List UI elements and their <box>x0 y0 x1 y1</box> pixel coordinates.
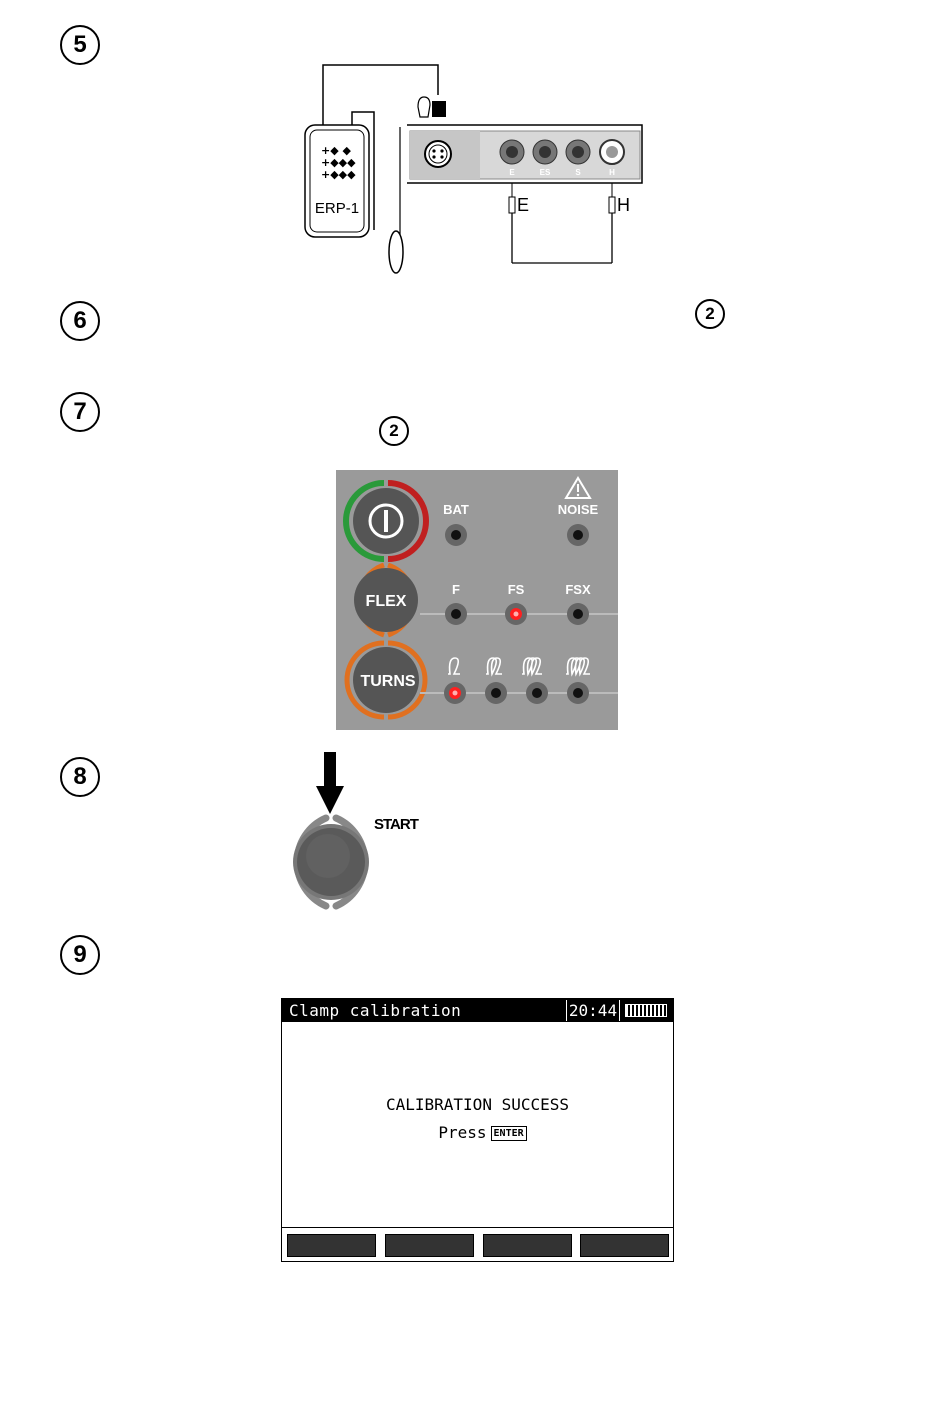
test-leads <box>509 183 630 263</box>
enter-key-icon: ENTER <box>491 1126 527 1141</box>
softkey-1[interactable] <box>287 1234 376 1257</box>
meter-sockets-panel <box>407 125 642 183</box>
led-turns-1 <box>444 682 466 704</box>
clamp-loop-icon <box>389 231 403 273</box>
led-turns-4 <box>567 682 589 704</box>
turns-button[interactable] <box>347 643 425 717</box>
socket-label-es: ES <box>539 168 551 177</box>
probe-label: ERP-1 <box>314 200 360 217</box>
socket-label-s: S <box>575 168 581 177</box>
led-bat <box>445 524 467 546</box>
start-button-illustration <box>276 752 436 912</box>
clamp-icon <box>418 97 430 117</box>
step-7-marker: 7 <box>60 392 100 432</box>
start-button[interactable] <box>293 818 369 906</box>
turns-label: TURNS <box>360 673 416 690</box>
start-label: START <box>374 816 418 833</box>
reference-marker-2: 2 <box>695 299 725 329</box>
led-fs <box>505 603 527 625</box>
svg-text:+◆ ◆: +◆ ◆ <box>321 144 351 157</box>
led-f <box>445 603 467 625</box>
lead-label-h: H <box>617 195 630 215</box>
led-fsx <box>567 603 589 625</box>
lcd-prompt-line <box>282 1123 673 1142</box>
lcd-title: Clamp calibration <box>289 1001 462 1020</box>
meter-lcd-screen <box>281 998 674 1262</box>
socket-label-h: H <box>609 168 615 177</box>
lead-label-e: E <box>517 195 530 215</box>
indicator-label-f: F <box>452 582 460 597</box>
step-6-marker: 6 <box>60 301 100 341</box>
erp-1-probe <box>305 125 369 237</box>
socket-label-e: E <box>509 168 515 177</box>
indicator-label-noise: NOISE <box>557 502 599 517</box>
svg-text:+◆◆◆: +◆◆◆ <box>321 156 356 169</box>
indicator-label-fs: FS <box>507 582 525 597</box>
arrow-down-icon <box>316 752 344 814</box>
led-noise <box>567 524 589 546</box>
led-turns-3 <box>526 682 548 704</box>
led-turns-2 <box>485 682 507 704</box>
reference-marker-2: 2 <box>379 416 409 446</box>
connection-diagram <box>290 55 660 280</box>
indicator-label-fsx: FSX <box>565 582 591 597</box>
flex-label: FLEX <box>365 593 407 610</box>
svg-text:+◆◆◆: +◆◆◆ <box>321 168 356 181</box>
lcd-title-bar <box>282 999 673 1022</box>
indicator-label-bat: BAT <box>443 502 469 517</box>
lcd-prompt: Press <box>438 1123 487 1142</box>
softkey-4[interactable] <box>580 1234 669 1257</box>
softkey-3[interactable] <box>483 1234 572 1257</box>
step-8-marker: 8 <box>60 757 100 797</box>
softkey-2[interactable] <box>385 1234 474 1257</box>
step-9-marker: 9 <box>60 935 100 975</box>
step-5-marker: 5 <box>60 25 100 65</box>
power-button[interactable] <box>346 483 426 559</box>
lcd-clock: 20:44 <box>566 1000 620 1021</box>
lcd-message: CALIBRATION SUCCESS <box>385 1095 570 1114</box>
battery-icon <box>625 1004 667 1017</box>
clamp-control-panel <box>336 470 618 730</box>
